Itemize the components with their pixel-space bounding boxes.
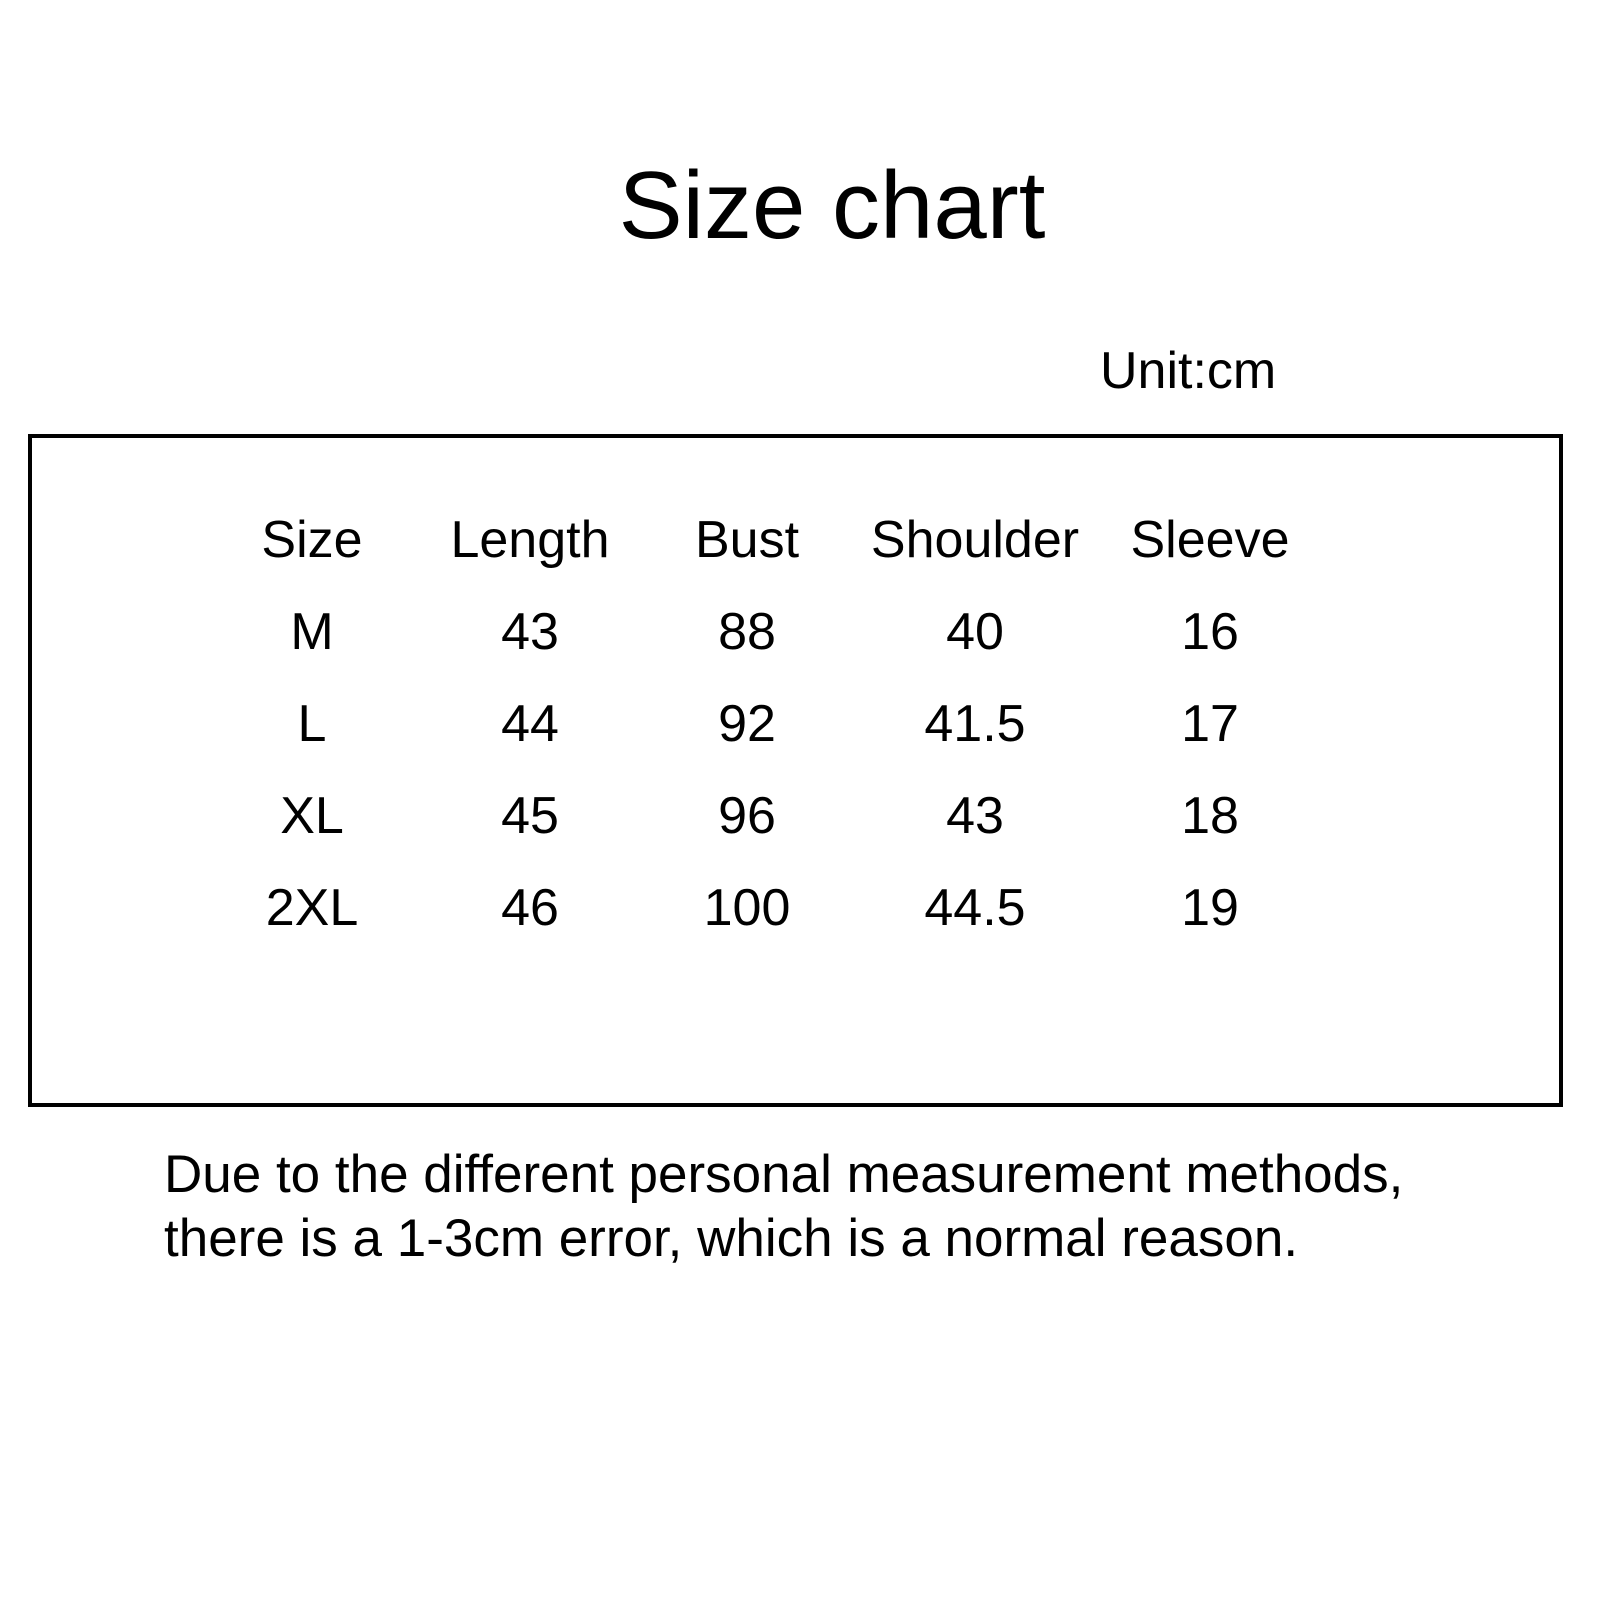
row-xl-sleeve: 18 [1181, 787, 1239, 845]
row-l-shoulder: 41.5 [924, 695, 1026, 753]
column-header-shoulder: Shoulder [870, 511, 1080, 569]
row-m-bust: 88 [718, 603, 776, 661]
column-header-sleeve: Sleeve [1130, 511, 1290, 569]
row-l-length: 44 [501, 695, 559, 753]
row-xl-size: XL [280, 787, 344, 845]
page-title: Size chart [618, 152, 1046, 259]
row-2xl-sleeve: 19 [1181, 879, 1239, 937]
row-xl-shoulder: 43 [946, 787, 1004, 845]
row-m-size: M [290, 603, 334, 661]
size-table [200, 494, 1328, 954]
tolerance-note [164, 1143, 1484, 1271]
row-xl-length: 45 [501, 787, 559, 845]
row-2xl-bust: 100 [703, 879, 791, 937]
row-xl-bust: 96 [718, 787, 776, 845]
unit-label: Unit:cm [1100, 342, 1277, 400]
row-2xl-length: 46 [501, 879, 559, 937]
row-l-sleeve: 17 [1181, 695, 1239, 753]
row-l-bust: 92 [718, 695, 776, 753]
column-header-bust: Bust [694, 511, 800, 569]
column-header-length: Length [450, 511, 610, 569]
tolerance-note-line-2: there is a 1-3cm error, which is a normal reason. [164, 1209, 1299, 1268]
tolerance-note-line-1: Due to the different personal measurement methods, [164, 1145, 1404, 1204]
row-m-shoulder: 40 [946, 603, 1004, 661]
row-m-length: 43 [501, 603, 559, 661]
row-2xl-size: 2XL [265, 879, 359, 937]
column-header-size: Size [261, 511, 363, 569]
row-m-sleeve: 16 [1181, 603, 1239, 661]
row-l-size: L [297, 695, 327, 753]
row-2xl-shoulder: 44.5 [924, 879, 1026, 937]
